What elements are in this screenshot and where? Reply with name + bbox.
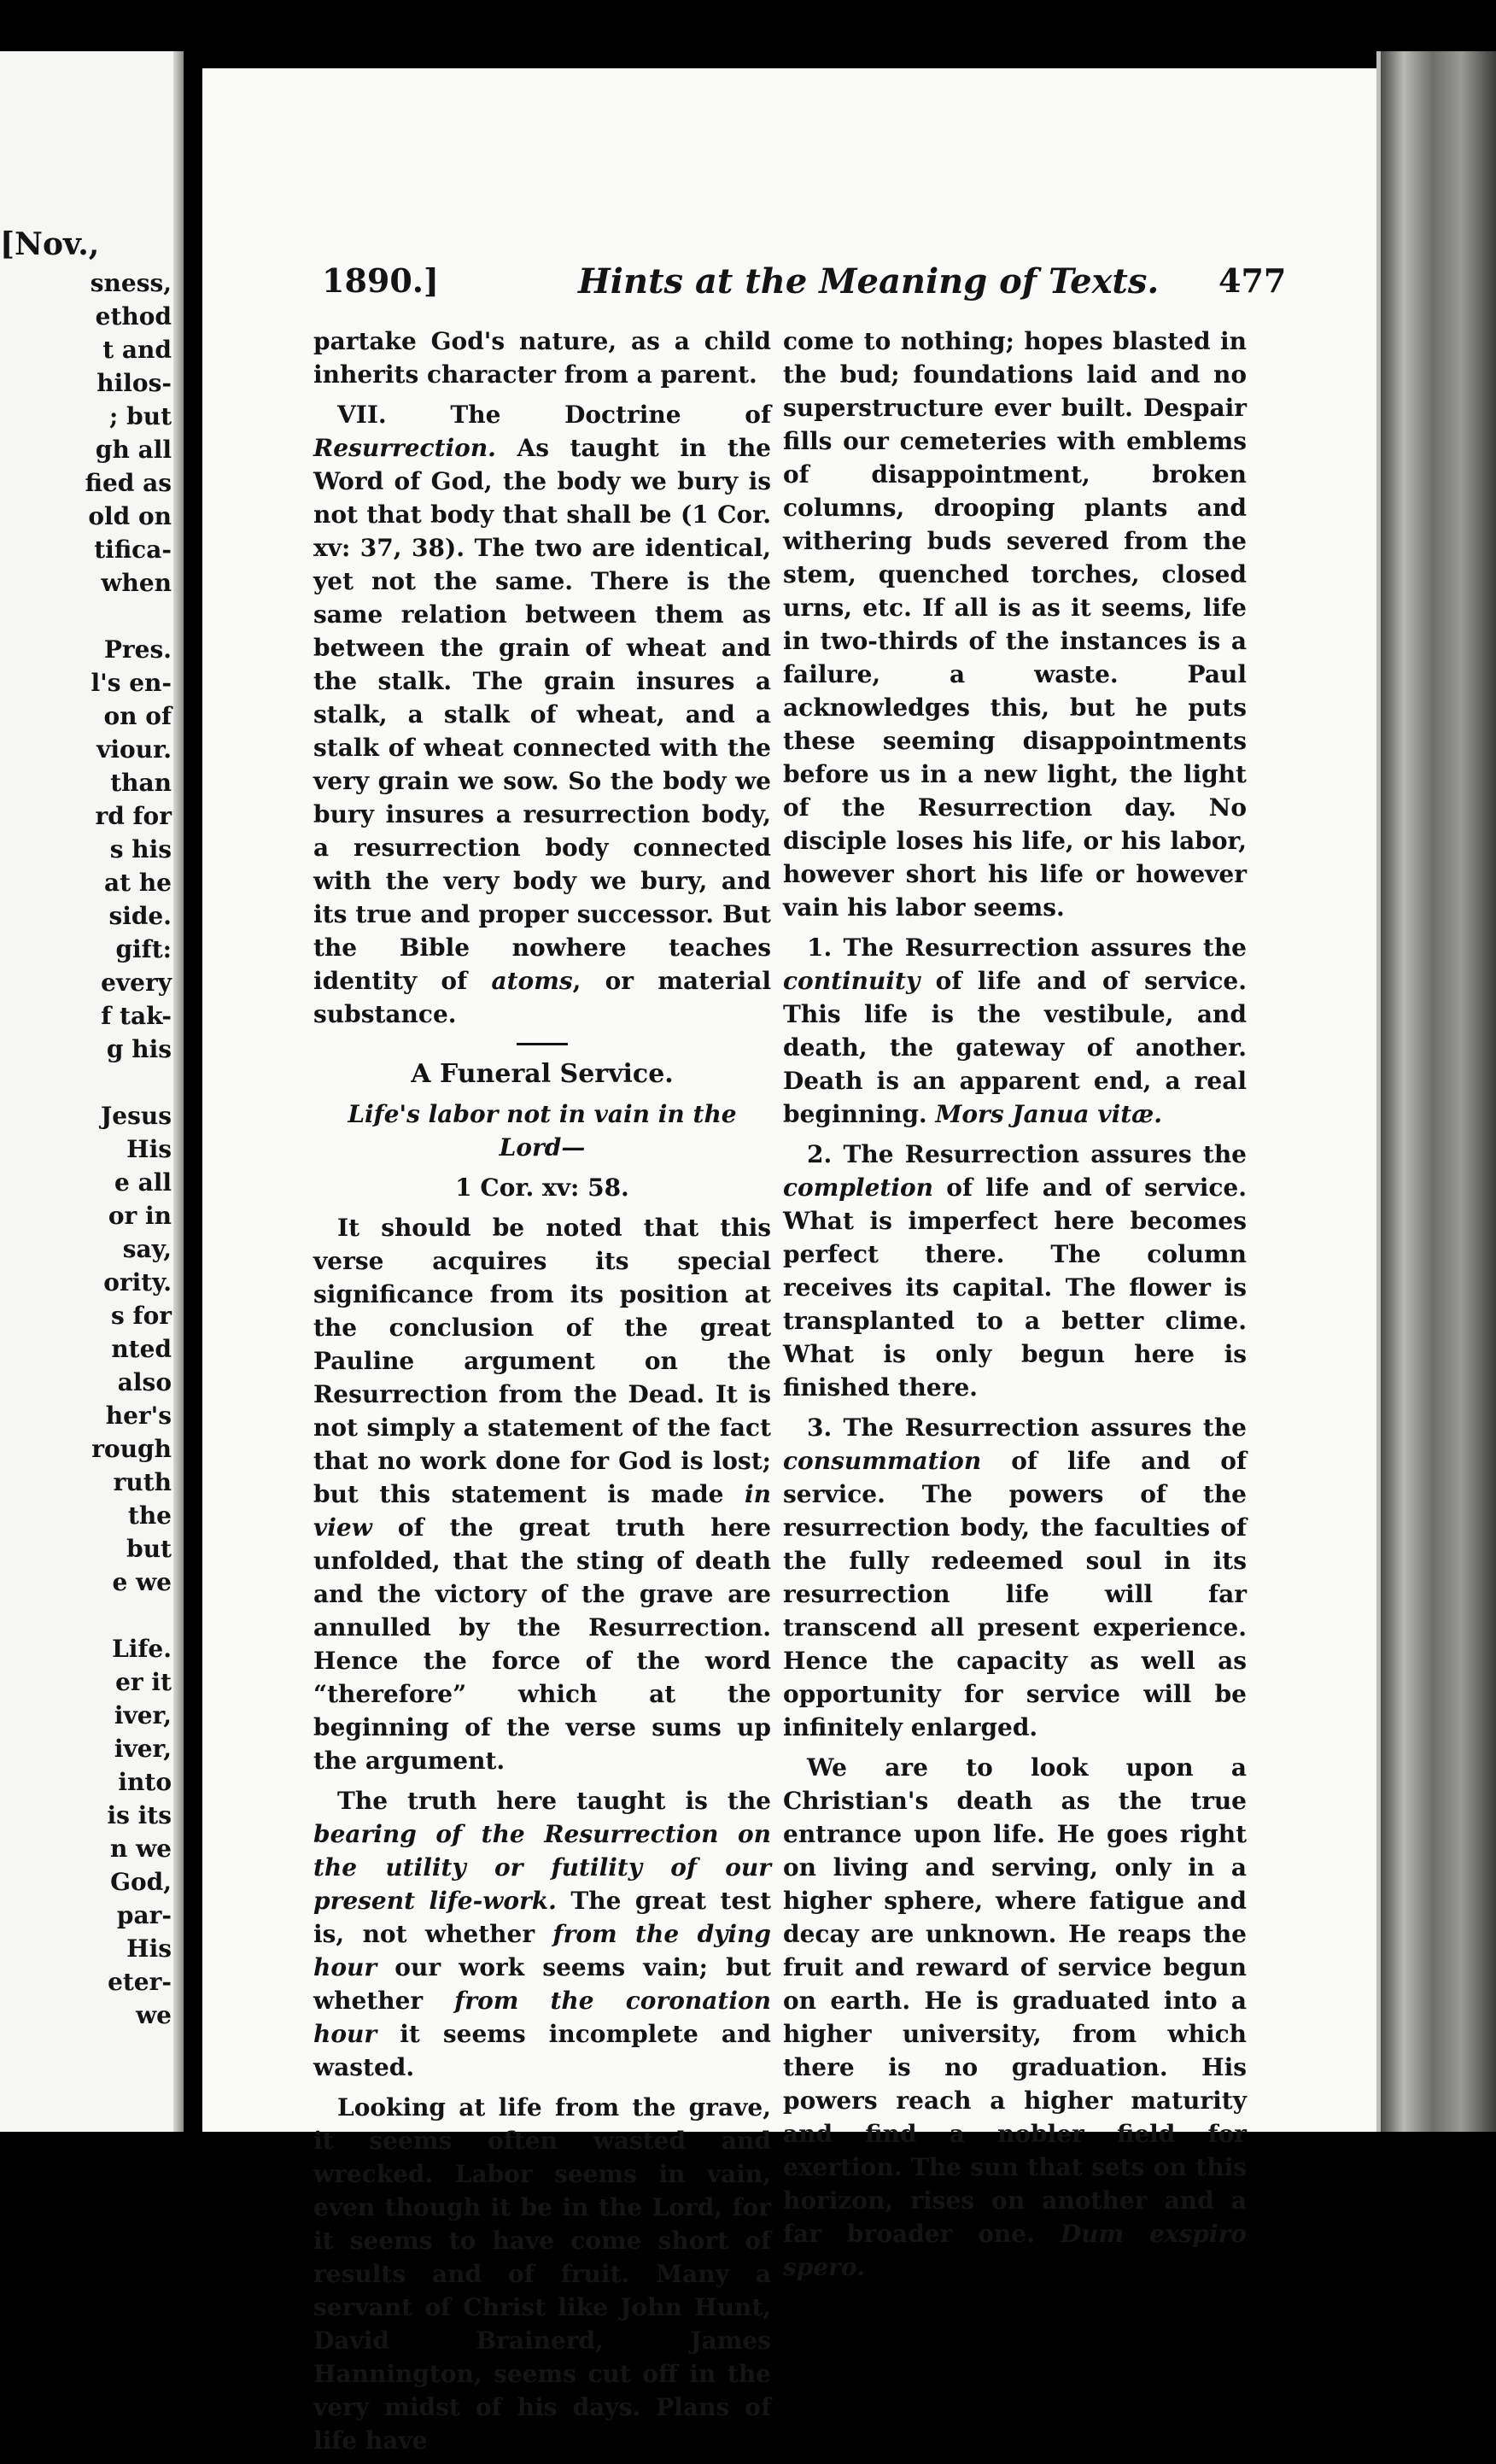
facing-page-line: Pres. — [103, 635, 172, 664]
facing-page-text — [1, 266, 172, 2032]
section-divider — [517, 1043, 568, 1045]
facing-page-header: [Nov., — [0, 226, 100, 262]
facing-page-line: g his — [106, 1035, 172, 1063]
facing-page-line: gh all — [95, 436, 172, 464]
facing-page — [0, 51, 184, 2132]
emphasis: Mors Janua vitæ. — [935, 1100, 1162, 1128]
facing-page-line: God, — [110, 1868, 172, 1896]
section-title: A Funeral Service. — [411, 1059, 674, 1089]
facing-page-line: rd for — [95, 802, 172, 830]
facing-page-line: er it — [115, 1668, 172, 1696]
facing-page-line: sness, — [90, 269, 172, 297]
facing-page-line: nted — [111, 1335, 172, 1363]
emphasis: atoms — [491, 967, 573, 995]
facing-page-line: tifica- — [94, 536, 172, 564]
paragraph: partake God's nature, as a child inherits character from a parent. — [313, 327, 771, 389]
emphasis: in view — [313, 1480, 771, 1542]
facing-page-line: say, — [122, 1235, 172, 1263]
facing-page-line: or in — [108, 1202, 172, 1230]
running-header — [202, 261, 1381, 313]
emphasis: bearing of the Resurrection on the utility or futility of our present life-work. — [313, 1820, 771, 1915]
facing-page-line: eter- — [108, 1968, 172, 1996]
facing-page-line: when — [101, 569, 172, 597]
page-number: 477 — [1218, 261, 1287, 300]
section-reference: 1 Cor. xv: 58. — [455, 1173, 629, 1202]
header-year: 1890.] — [322, 261, 439, 300]
paragraph: 3. The Resurrection assures the consummation of life and of service. The powers of the resurrection body, the faculties of the fully redeemed soul in its resurrection life will far transcend all present experience. Hence the capacity as well as opportunity for service will be infinitely enlarged. — [783, 1413, 1247, 1741]
facing-page-line: l's en- — [91, 669, 172, 697]
facing-page-line: t and — [102, 336, 172, 364]
facing-page-line: e we — [112, 1568, 172, 1596]
emphasis: from the coronation hour — [313, 1987, 771, 2048]
facing-page-line: viour. — [96, 735, 172, 764]
paragraph: It should be noted that this verse acquires its special significance from its position at the conclusion of the great Pauline argument on the Resurrection from the Dead. It is not simply a statement of the fact that no work done for God is lost; but this statement is made in view of the great truth here unfolded, that the sting of death and the victory of the grave are annulled by the Resurrection. Hence the force of the word “therefore” which at the beginning of the verse sums up the argument. — [313, 1214, 771, 1775]
paragraph: come to nothing; hopes blasted in the bud; foundations laid and no superstructure ever built. Despair fills our cemeteries with emblems of disappointment, broken columns, drooping plants and withering buds severed from the stem, quenched torches, closed urns, etc. If all is as it seems, life in two-thirds of the instances is a failure, a waste. Paul acknowledges this, but he puts these seeming disappointments before us in a new light, the light of the Resurrection day. No disciple loses his life, or his labor, however short his life or however vain his labor seems. — [783, 327, 1247, 922]
left-column — [313, 325, 771, 2464]
page-gutter — [173, 51, 184, 2132]
emphasis: continuity — [783, 967, 920, 995]
facing-page-line: the — [127, 1501, 172, 1530]
facing-page-line: e all — [114, 1168, 172, 1197]
facing-page-line: on of — [103, 702, 172, 730]
facing-page-line: s for — [111, 1302, 172, 1330]
book-binding — [1381, 51, 1496, 2132]
facing-page-line: her's — [105, 1402, 172, 1430]
paragraph: We are to look upon a Christian's death as the true entrance upon life. He goes right on living and serving, only in a higher sphere, where fatigue and decay are unknown. He reaps the fruit and reward of service begun on earth. He is graduated into a higher university, from which there is no graduation. His powers reach a higher maturity and find a nobler field for exertion. The sun that sets on this horizon, rises on another and a far broader one. Dum exspiro spero. — [783, 1753, 1247, 2281]
facing-page-line: ruth — [113, 1468, 172, 1496]
right-column — [783, 325, 1247, 2291]
paragraph: 1. The Resurrection assures the continuity of life and of service. This life is the vestibule, and death, the gateway of another. Death is an apparent end, a real beginning. Mors Janua vitæ. — [783, 934, 1247, 1128]
facing-page-line: Life. — [112, 1635, 172, 1663]
facing-page-line: also — [117, 1368, 172, 1396]
facing-page-line: s his — [109, 835, 172, 863]
facing-page-line: iver, — [114, 1701, 172, 1729]
facing-page-line — [1, 1066, 172, 1099]
paragraph: The truth here taught is the bearing of the Resurrection on the utility or futility of our present life-work. The great test is, not whether from the dying hour our work seems vain; but whether from the coronation hour it seems incomplete and wasted. — [313, 1787, 772, 2081]
facing-page-line: at he — [104, 869, 172, 897]
emphasis: consummation — [783, 1447, 982, 1475]
facing-page-line: iver, — [114, 1735, 172, 1763]
emphasis: Dum exspiro spero. — [783, 2220, 1247, 2281]
paragraph: 2. The Resurrection assures the completion of life and of service. What is imperfect here becomes perfect there. The column receives its capital. The flower is transplanted to a better clime. What is only begun here is finished there. — [783, 1140, 1247, 1402]
facing-page-line: than — [110, 769, 172, 797]
facing-page-line: f tak- — [101, 1002, 172, 1030]
facing-page-line: side. — [108, 902, 172, 930]
facing-page-line: rough — [91, 1435, 172, 1463]
emphasis: Resurrection. — [313, 434, 496, 462]
facing-page-line: His — [126, 1934, 172, 1963]
paragraph: VII. The Doctrine of Resurrection. As taught in the Word of God, the body we bury is not that body that shall be (1 Cor. xv: 37, 38). The two are identical, yet not the same. There is the same relation between them as between the grain of wheat and the stalk. The grain insures a stalk, a stalk of wheat, and a stalk of wheat connected with the very grain we sow. So the body we bury insures a resurrection body, a resurrection body connected with the very body we bury, and its true and proper successor. But the Bible nowhere teaches identity of atoms, or material substance. — [313, 401, 771, 1028]
facing-page-line: ority. — [103, 1268, 172, 1296]
emphasis: from the dying hour — [313, 1920, 772, 1981]
facing-page-line: ; but — [109, 402, 172, 430]
facing-page-line — [1, 1599, 172, 1632]
facing-page-line: His — [126, 1135, 172, 1163]
facing-page-line: ethod — [95, 302, 172, 331]
facing-page-line: gift: — [115, 935, 172, 963]
facing-page-line: every — [101, 969, 172, 997]
facing-page-line: Jesus — [101, 1102, 172, 1130]
facing-page-line: we — [136, 2001, 172, 2029]
section-subtitle: Life's labor not in vain in the Lord— — [348, 1100, 737, 1162]
facing-page-line: into — [118, 1768, 172, 1796]
facing-page-line — [1, 600, 172, 633]
header-title: Hints at the Meaning of Texts. — [578, 261, 1160, 301]
facing-page-line: fied as — [85, 469, 172, 497]
facing-page-line: par- — [116, 1901, 172, 1929]
paragraph: Looking at life from the grave, it seems often wasted and wrecked. Labor seems in vain, even though it be in the Lord, for it seems to have come short of results and of fruit. Many a servant of Christ like John Hunt, David Brainerd, James Hannington, seems cut off in the very midst of his days. Plans of life have — [313, 2093, 771, 2455]
facing-page-line: is its — [107, 1801, 172, 1829]
facing-page-line: hilos- — [96, 369, 172, 397]
facing-page-line: n we — [109, 1835, 172, 1863]
main-page — [202, 68, 1381, 2455]
facing-page-line: but — [126, 1535, 172, 1563]
emphasis: completion — [783, 1173, 933, 1202]
paragraph-heading: VII. The Doctrine of — [337, 401, 771, 429]
facing-page-line: old on — [88, 502, 172, 530]
